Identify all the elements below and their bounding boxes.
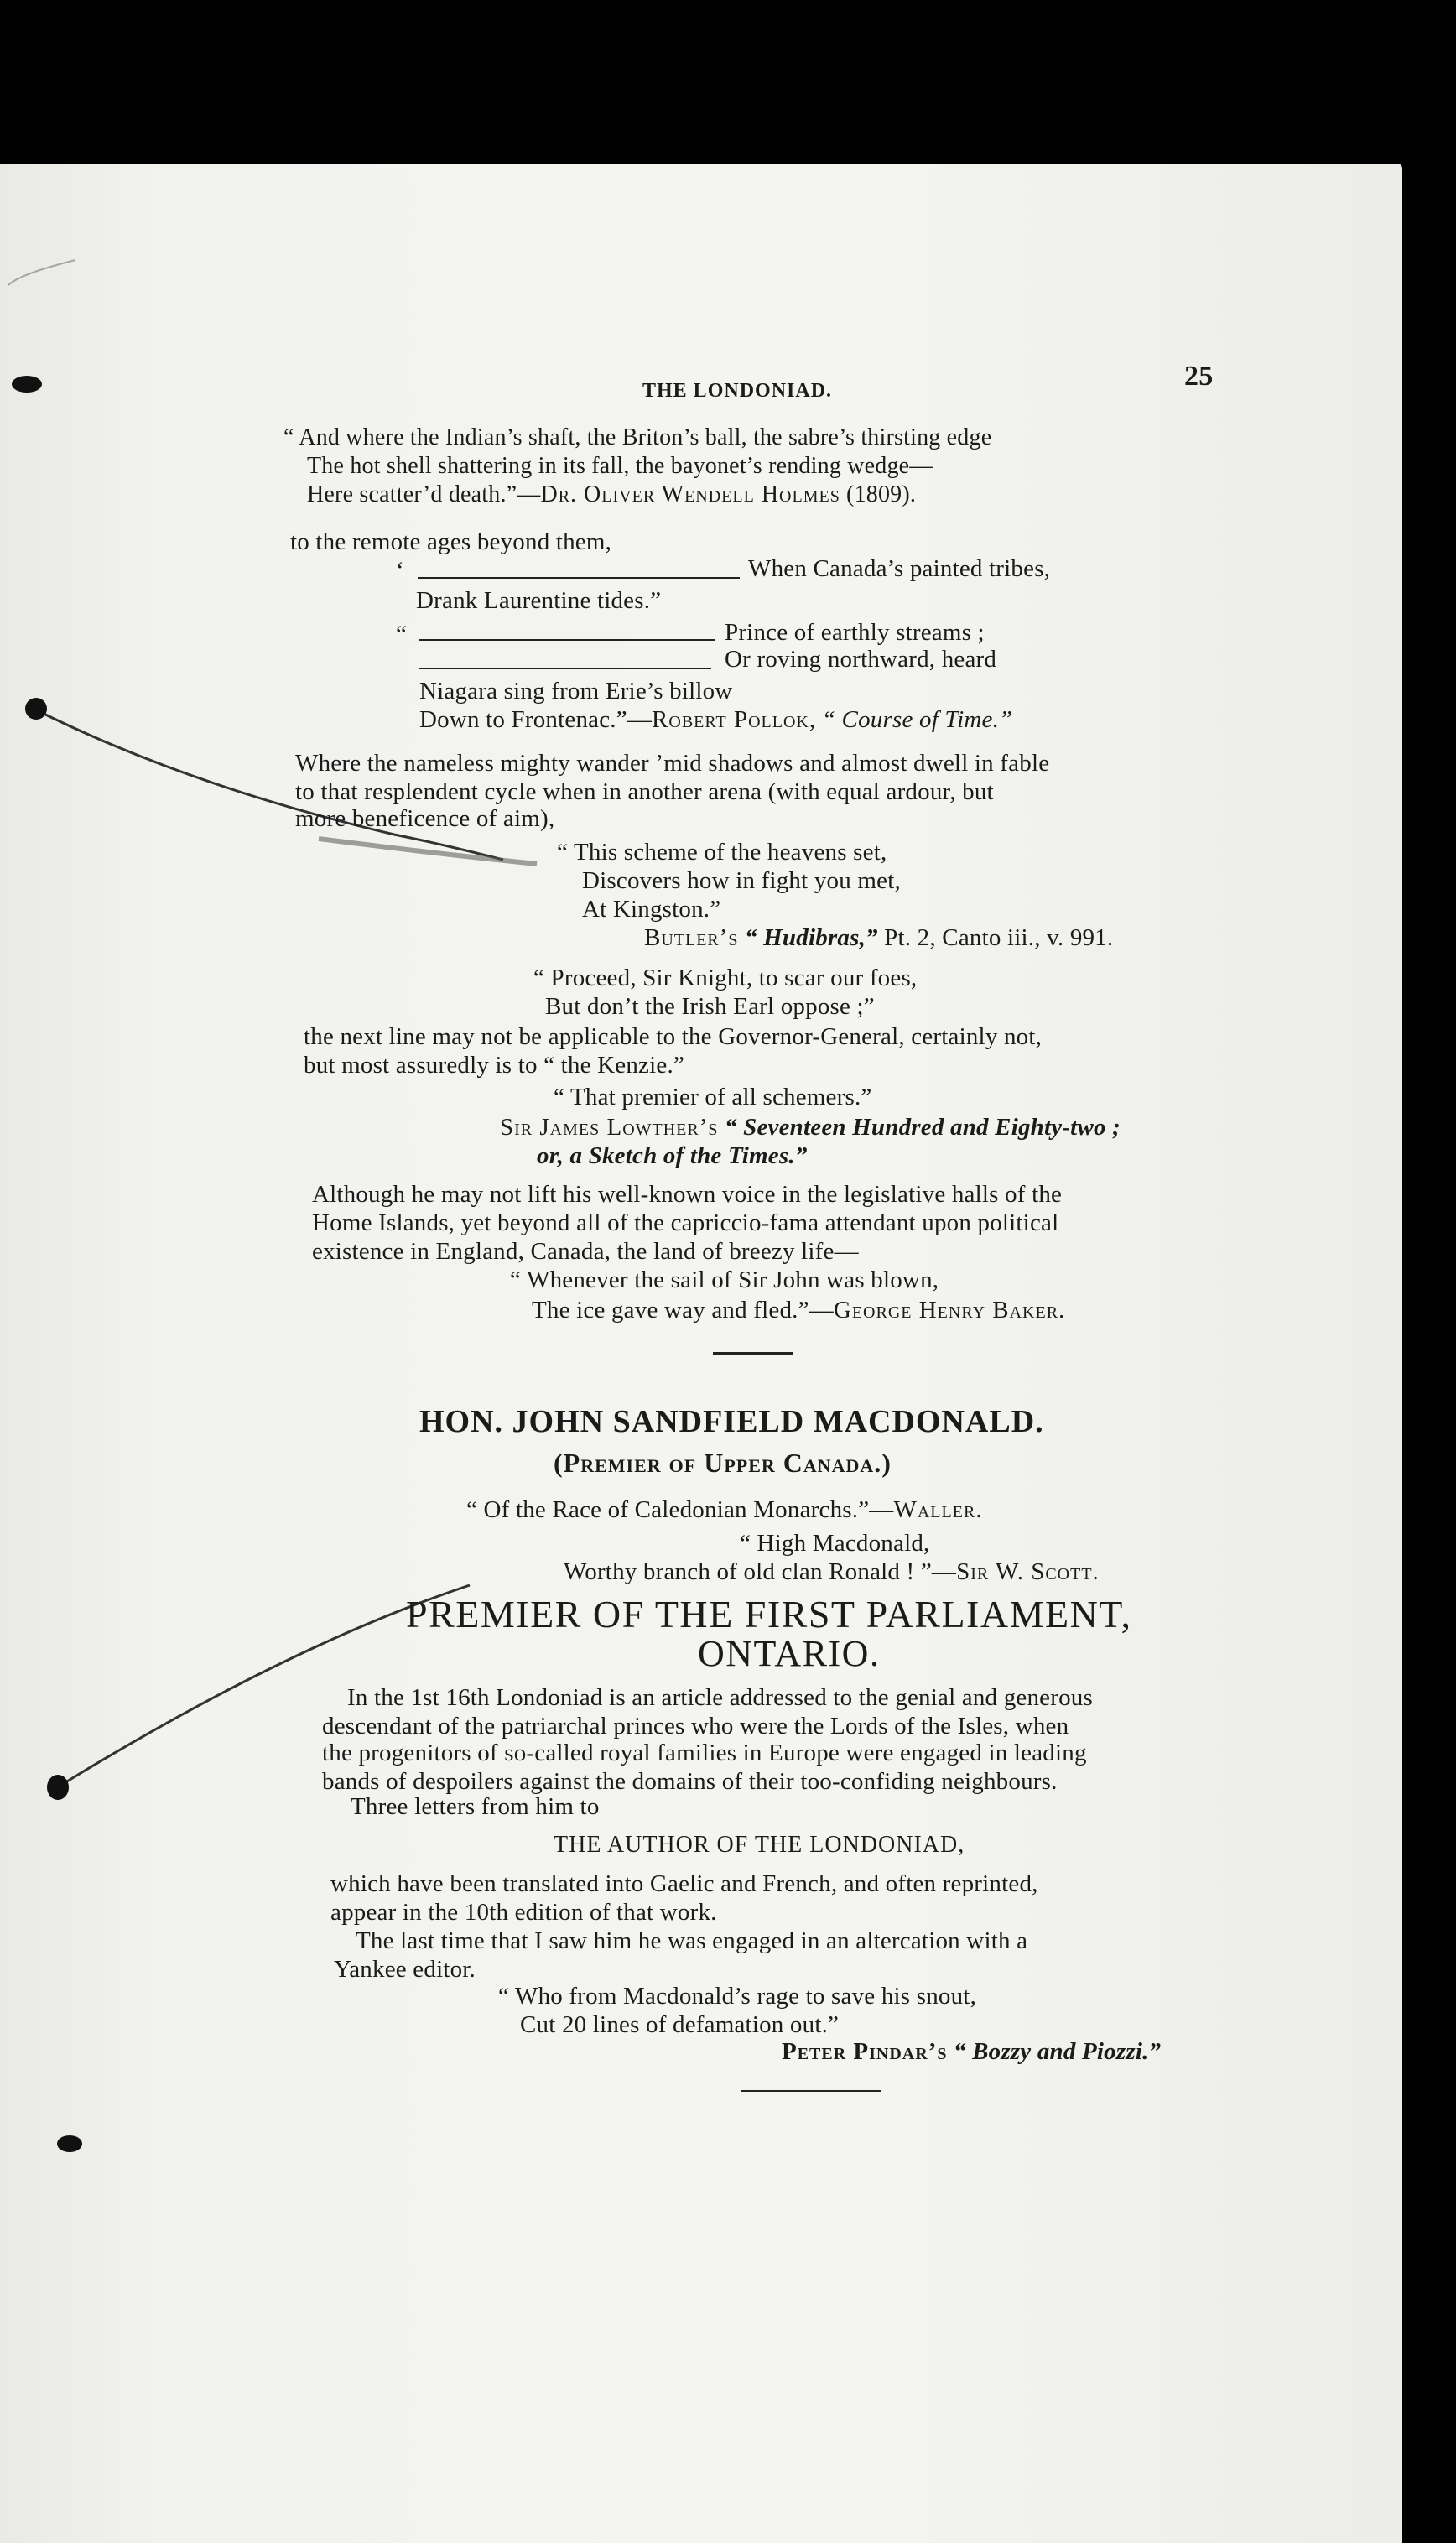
section-subheading: (Premier of Upper Canada.) <box>554 1448 892 1478</box>
quote5-line2: But don’t the Irish Earl oppose ;” <box>545 993 875 1020</box>
quote7-line2 <box>532 1298 1065 1323</box>
quote8-attribution: Peter Pindar’s <box>782 2038 948 2065</box>
quote6-line1: “ That premier of all schemers.” <box>554 1084 872 1110</box>
body5-line7: which have been translated into Gaelic and French, and often reprinted, <box>330 1870 1038 1897</box>
body5-line2: descendant of the patriarchal princes who were the Lords of the Isles, when <box>322 1713 1069 1740</box>
quote6-attribution: Sir James Lowther’s <box>500 1114 719 1141</box>
quote3-line1: Prince of earthly streams ; <box>725 619 985 646</box>
quote3-blank-rule-1 <box>419 639 715 641</box>
section-quote-b-line1: “ High Macdonald, <box>740 1530 930 1557</box>
body5-line1: In the 1st 16th Londoniad is an article addressed to the genial and generous <box>347 1684 1093 1711</box>
quote4-line4 <box>644 926 1113 950</box>
quote6-work-line2: or, a Sketch of the Times.” <box>537 1142 808 1169</box>
section-quote-a-attribution: Waller. <box>893 1496 983 1523</box>
body4-line3: existence in England, Canada, the land of breezy life— <box>312 1238 859 1265</box>
ink-blot-middle <box>25 698 47 720</box>
body4-line1: Although he may not lift his well-known voice in the legislative halls of the <box>312 1181 1063 1208</box>
quote1-line2: The hot shell shattering in its fall, the bayonet’s rending wedge— <box>307 453 933 479</box>
quote4-reference: Pt. 2, Canto iii., v. 991. <box>877 924 1114 951</box>
body1-line: to the remote ages beyond them, <box>290 528 612 555</box>
quote1-year: (1809). <box>840 481 917 507</box>
quote6-work-line1: “ Seventeen Hundred and Eighty-two ; <box>724 1114 1121 1141</box>
quote7-attribution: George Henry Baker. <box>833 1297 1066 1324</box>
quote4-line2: Discovers how in fight you met, <box>582 867 901 894</box>
quote2-blank-rule <box>418 577 740 579</box>
quote7-line2-text: The ice gave way and fled.”— <box>532 1297 834 1324</box>
ink-blot-bottom <box>57 2135 82 2152</box>
quote3-blank-rule-2 <box>419 668 711 669</box>
section-quote-b-attribution: Sir W. Scott. <box>956 1558 1100 1585</box>
page-number: 25 <box>1184 361 1214 392</box>
quote2-open-mark: ‘ <box>396 557 404 584</box>
quote4-attribution: Butler’s <box>644 924 739 951</box>
quote3-line2: Or roving northward, heard <box>725 646 997 673</box>
quote3-line4-text: Down to Frontenac.”— <box>419 706 653 733</box>
quote3-open-mark: “ <box>396 621 408 647</box>
quote3-work: “ Course of Time.” <box>821 706 1013 733</box>
body5-line8: appear in the 10th edition of that work. <box>330 1899 717 1926</box>
body2-line1: Where the nameless mighty wander ’mid shadows and almost dwell in fable <box>295 750 1050 777</box>
quote8-line2: Cut 20 lines of defamation out.” <box>520 2011 840 2038</box>
body5-line9: The last time that I saw him he was engaged in an altercation with a <box>356 1927 1028 1954</box>
quote2-line1: When Canada’s painted tribes, <box>748 555 1051 582</box>
quote1-line3-text: Here scatter’d death.”— <box>307 481 541 507</box>
body2-line2: to that resplendent cycle when in another arena (with equal ardour, but <box>295 778 994 805</box>
quote4-line1: “ This scheme of the heavens set, <box>557 839 887 866</box>
quote5-line1: “ Proceed, Sir Knight, to scar our foes, <box>533 965 918 991</box>
quote8-work: “ Bozzy and Piozzi.” <box>953 2038 1162 2065</box>
section-title-line2: ONTARIO. <box>698 1633 881 1674</box>
quote7-line1: “ Whenever the sail of Sir John was blown, <box>510 1266 939 1293</box>
book-page <box>0 164 1402 2543</box>
section-divider-top <box>713 1352 793 1355</box>
section-heading: HON. JOHN SANDFIELD MACDONALD. <box>419 1404 1044 1439</box>
section-quote-a <box>466 1498 983 1522</box>
body5-line3: the progenitors of so-called royal families in Europe were engaged in leading <box>322 1740 1087 1766</box>
body5-line6: THE AUTHOR OF THE LONDONIAD, <box>554 1832 965 1858</box>
quote3-attribution: Robert Pollok <box>652 706 809 733</box>
quote4-line3: At Kingston.” <box>582 896 721 923</box>
section-quote-a-text: “ Of the Race of Caledonian Monarchs.”— <box>466 1496 894 1523</box>
section-quote-b-text: Worthy branch of old clan Ronald ! ”— <box>564 1558 957 1585</box>
section-title-line1: PREMIER OF THE FIRST PARLIAMENT, <box>406 1593 1132 1636</box>
section-divider-bottom <box>741 2090 881 2092</box>
quote6-line2 <box>500 1115 1121 1140</box>
body5-line10: Yankee editor. <box>334 1956 476 1983</box>
quote3-line3: Niagara sing from Erie’s billow <box>419 678 733 705</box>
body2-line3: more beneficence of aim), <box>295 805 555 832</box>
quote3-line4: Down to Frontenac.”—Robert Pollok, “ Course of Time.” <box>419 706 1013 733</box>
body3-line2: but most assuredly is to “ the Kenzie.” <box>304 1052 684 1079</box>
body5-line4: bands of despoilers against the domains of their too-confiding neighbours. <box>322 1768 1058 1795</box>
quote8-line1: “ Who from Macdonald’s rage to save his snout, <box>498 1983 977 2010</box>
body5-line5: Three letters from him to <box>351 1793 600 1820</box>
body3-line1: the next line may not be applicable to the Governor-General, certainly not, <box>304 1023 1043 1050</box>
section-quote-b-line2 <box>564 1560 1100 1584</box>
quote1-attribution: Dr. Oliver Wendell Holmes <box>540 481 840 507</box>
quote1-line3 <box>307 483 916 507</box>
quote2-line2: Drank Laurentine tides.” <box>416 587 662 614</box>
ink-blot-top <box>12 376 42 393</box>
quote4-work: “ Hudibras,” <box>745 924 878 951</box>
quote8-line3 <box>782 2040 1161 2064</box>
ink-blot-lower <box>47 1775 69 1800</box>
body4-line2: Home Islands, yet beyond all of the capriccio-fama attendant upon political <box>312 1209 1059 1236</box>
quote1-line1: “ And where the Indian’s shaft, the Briton’s ball, the sabre’s thirsting edge <box>283 424 992 450</box>
running-title: THE LONDONIAD. <box>642 380 833 402</box>
